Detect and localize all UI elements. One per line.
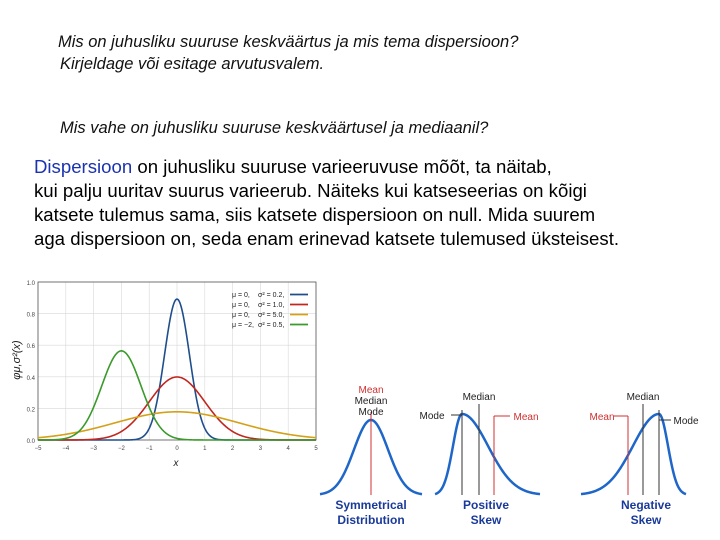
- label-mean: Mean: [358, 385, 384, 396]
- symmetrical-title-1: Symmetrical: [335, 498, 407, 512]
- positive-skew-curve: [435, 414, 540, 494]
- x-tick-label: 3: [258, 446, 263, 452]
- legend-mu: μ = 0,: [232, 292, 250, 299]
- positive-title-1: Positive: [462, 498, 510, 512]
- x-tick-label: −5: [34, 446, 42, 452]
- x-tick-label: −3: [90, 446, 98, 452]
- y-tick-label: 0.8: [26, 312, 35, 319]
- answer-line-2: kui palju uuritav suurus varieerub. Näiteks kui katseseerias on kõigi: [34, 180, 587, 201]
- answer-text: [34, 155, 720, 251]
- chart-legend: [232, 292, 308, 329]
- symmetrical-panel: [320, 385, 422, 527]
- negative-label-mode: Mode: [673, 416, 699, 427]
- legend-variance: σ² = 0.5,: [258, 322, 285, 329]
- x-tick-label: 0: [175, 446, 179, 452]
- legend-mu: μ = −2,: [232, 322, 254, 329]
- x-axis-label: x: [173, 458, 179, 469]
- label-mode: Mode: [358, 407, 384, 418]
- y-tick-label: 0.2: [26, 407, 35, 414]
- positive-label-mode: Mode: [419, 411, 445, 422]
- x-tick-label: −2: [117, 446, 125, 452]
- x-tick-label: −4: [62, 446, 70, 452]
- positive-title-2: Skew: [470, 513, 502, 527]
- positive-skew-panel: [419, 392, 540, 527]
- question-1: Mis on juhusliku suuruse keskväärtus ja mis tema dispersioon?: [58, 33, 519, 51]
- x-tick-label: 4: [286, 446, 290, 452]
- question-3: Mis vahe on juhusliku suuruse keskväärtusel ja mediaanil?: [60, 119, 489, 137]
- question-2: Kirjeldage või esitage arvutusvalem.: [60, 55, 325, 73]
- negative-skew-curve: [581, 414, 686, 494]
- x-tick-labels: [35, 446, 319, 452]
- y-axis-label: φμ,σ²(x): [11, 340, 23, 380]
- skewness-diagram: [316, 380, 716, 540]
- legend-mu: μ = 0,: [232, 312, 250, 319]
- y-tick-label: 0.6: [26, 344, 35, 351]
- answer-line-3: katsete tulemus sama, siis katsete dispersioon on null. Mida suurem: [34, 204, 596, 225]
- negative-title-1: Negative: [620, 498, 672, 512]
- y-tick-label: 0.0: [26, 439, 35, 445]
- legend-variance: σ² = 0.2,: [258, 292, 285, 299]
- negative-skew-panel: [581, 392, 699, 527]
- positive-label-mean: Mean: [513, 412, 539, 423]
- answer-line-4: aga dispersioon on, seda enam erinevad katsete tulemused üksteisest.: [34, 228, 620, 249]
- negative-label-mean: Mean: [589, 412, 615, 423]
- negative-label-median: Median: [626, 392, 660, 403]
- answer-term: Dispersioon: [34, 156, 133, 177]
- legend-variance: σ² = 1.0,: [258, 302, 285, 309]
- y-tick-labels: [27, 281, 36, 445]
- x-tick-label: 5: [314, 446, 318, 452]
- x-tick-label: 2: [230, 446, 235, 452]
- label-median: Median: [354, 396, 388, 407]
- y-tick-label: 0.4: [26, 375, 35, 382]
- x-tick-label: 1: [203, 446, 207, 452]
- symmetrical-title-2: Distribution: [337, 513, 405, 527]
- normal-distribution-chart: [0, 270, 320, 470]
- legend-mu: μ = 0,: [232, 302, 250, 309]
- y-tick-label: 1.0: [26, 281, 35, 287]
- positive-label-median: Median: [462, 392, 496, 403]
- x-tick-label: −1: [145, 446, 153, 452]
- negative-title-2: Skew: [630, 513, 662, 527]
- legend-variance: σ² = 5.0,: [258, 312, 285, 319]
- answer-line-1: on juhusliku suuruse varieeruvuse mõõt, ta näitab,: [132, 156, 552, 177]
